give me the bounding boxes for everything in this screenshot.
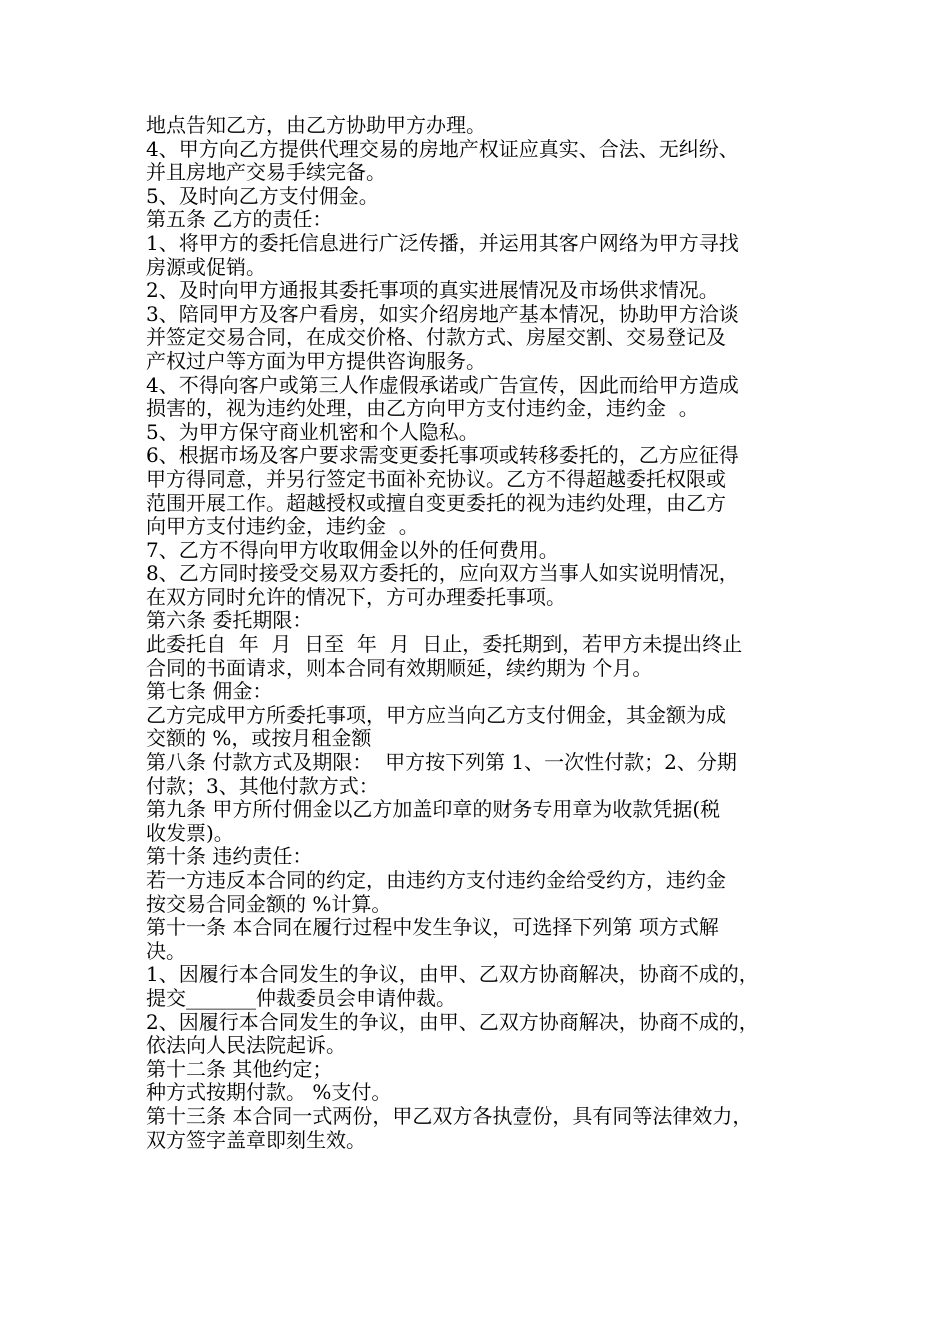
text-line: 5、及时向乙方支付佣金。 (146, 184, 379, 208)
text-line: 在双方同时允许的情况下，方可办理委托事项。 (146, 585, 566, 609)
text-line: 第六条 委托期限： (146, 609, 313, 633)
text-line: 乙方完成甲方所委托事项，甲方应当向乙方支付佣金，其金额为成 (146, 703, 726, 727)
text-line: 付款；3、其他付款方式： (146, 774, 379, 798)
text-line: 第十二条 其他约定； (146, 1057, 333, 1081)
text-line: 2、因履行本合同发生的争议，由甲、乙双方协商解决，协商不成的， (146, 1010, 759, 1034)
text-line: 损害的，视为违约处理，由乙方向甲方支付违约金，违约金 。 (146, 397, 699, 421)
document-body (146, 114, 816, 1152)
text-line: 依法向人民法院起诉。 (146, 1034, 346, 1058)
text-line: 决。 (146, 939, 186, 963)
text-line: 第九条 甲方所付佣金以乙方加盖印章的财务专用章为收款凭据(税 (146, 798, 721, 822)
text-line: 地点告知乙方，由乙方协助甲方办理。 (146, 114, 486, 137)
text-line: 产权过户等方面为甲方提供咨询服务。 (146, 349, 486, 373)
text-line: 按交易合同金额的 %计算。 (146, 892, 392, 916)
text-line: 第七条 佣金： (146, 680, 273, 704)
text-line: 双方签字盖章即刻生效。 (146, 1128, 366, 1152)
text-line: 第十一条 本合同在履行过程中发生争议，可选择下列第 项方式解 (146, 916, 719, 940)
text-line: 向甲方支付违约金，违约金 。 (146, 515, 419, 539)
text-line: 交额的 %，或按月租金额 (146, 727, 372, 751)
text-line: 第十条 违约责任： (146, 845, 313, 869)
text-line: 第五条 乙方的责任： (146, 208, 333, 232)
text-line: 2、及时向甲方通报其委托事项的真实进展情况及市场供求情况。 (146, 279, 719, 303)
text-line: 并签定交易合同，在成交价格、付款方式、房屋交割、交易登记及 (146, 326, 726, 350)
text-line: 甲方得同意，并另行签定书面补充协议。乙方不得超越委托权限或 (146, 467, 726, 491)
text-line: 8、乙方同时接受交易双方委托的，应向双方当事人如实说明情况， (146, 562, 739, 586)
text-line: 合同的书面请求，则本合同有效期顺延，续约期为 个月。 (146, 656, 653, 680)
text-line: 3、陪同甲方及客户看房，如实介绍房地产基本情况，协助甲方洽谈 (146, 302, 739, 326)
text-line: 种方式按期付款。 %支付。 (146, 1081, 392, 1105)
text-line: 收发票)。 (146, 821, 234, 845)
text-line: 若一方违反本合同的约定，由违约方支付违约金给受约方，违约金 (146, 869, 726, 892)
text-line: 房源或促销。 (146, 255, 266, 279)
text-line: 此委托自 年 月 日至 年 月 日止，委托期到，若甲方未提出终止 (146, 633, 743, 657)
text-line: 4、不得向客户或第三人作虚假承诺或广告宣传，因此而给甲方造成 (146, 373, 739, 397)
text-line: 第八条 付款方式及期限： 甲方按下列第 1、一次性付款；2、分期 (146, 751, 737, 775)
text-line: 范围开展工作。超越授权或擅自变更委托的视为违约处理，由乙方 (146, 491, 726, 515)
text-line: 第十三条 本合同一式两份，甲乙双方各执壹份，具有同等法律效力， (146, 1104, 753, 1128)
text-line: 4、甲方向乙方提供代理交易的房地产权证应真实、合法、无纠纷、 (146, 137, 739, 161)
text-line: 6、根据市场及客户要求需变更委托事项或转移委托的，乙方应征得 (146, 444, 739, 468)
text-line: 1、因履行本合同发生的争议，由甲、乙双方协商解决，协商不成的， (146, 963, 759, 987)
text-line: 并且房地产交易手续完备。 (146, 161, 386, 185)
text-line: 5、为甲方保守商业机密和个人隐私。 (146, 420, 479, 444)
text-line: 提交_______仲裁委员会申请仲裁。 (146, 986, 456, 1010)
text-line: 7、乙方不得向甲方收取佣金以外的任何费用。 (146, 538, 559, 562)
text-line: 1、将甲方的委托信息进行广泛传播，并运用其客户网络为甲方寻找 (146, 231, 739, 255)
